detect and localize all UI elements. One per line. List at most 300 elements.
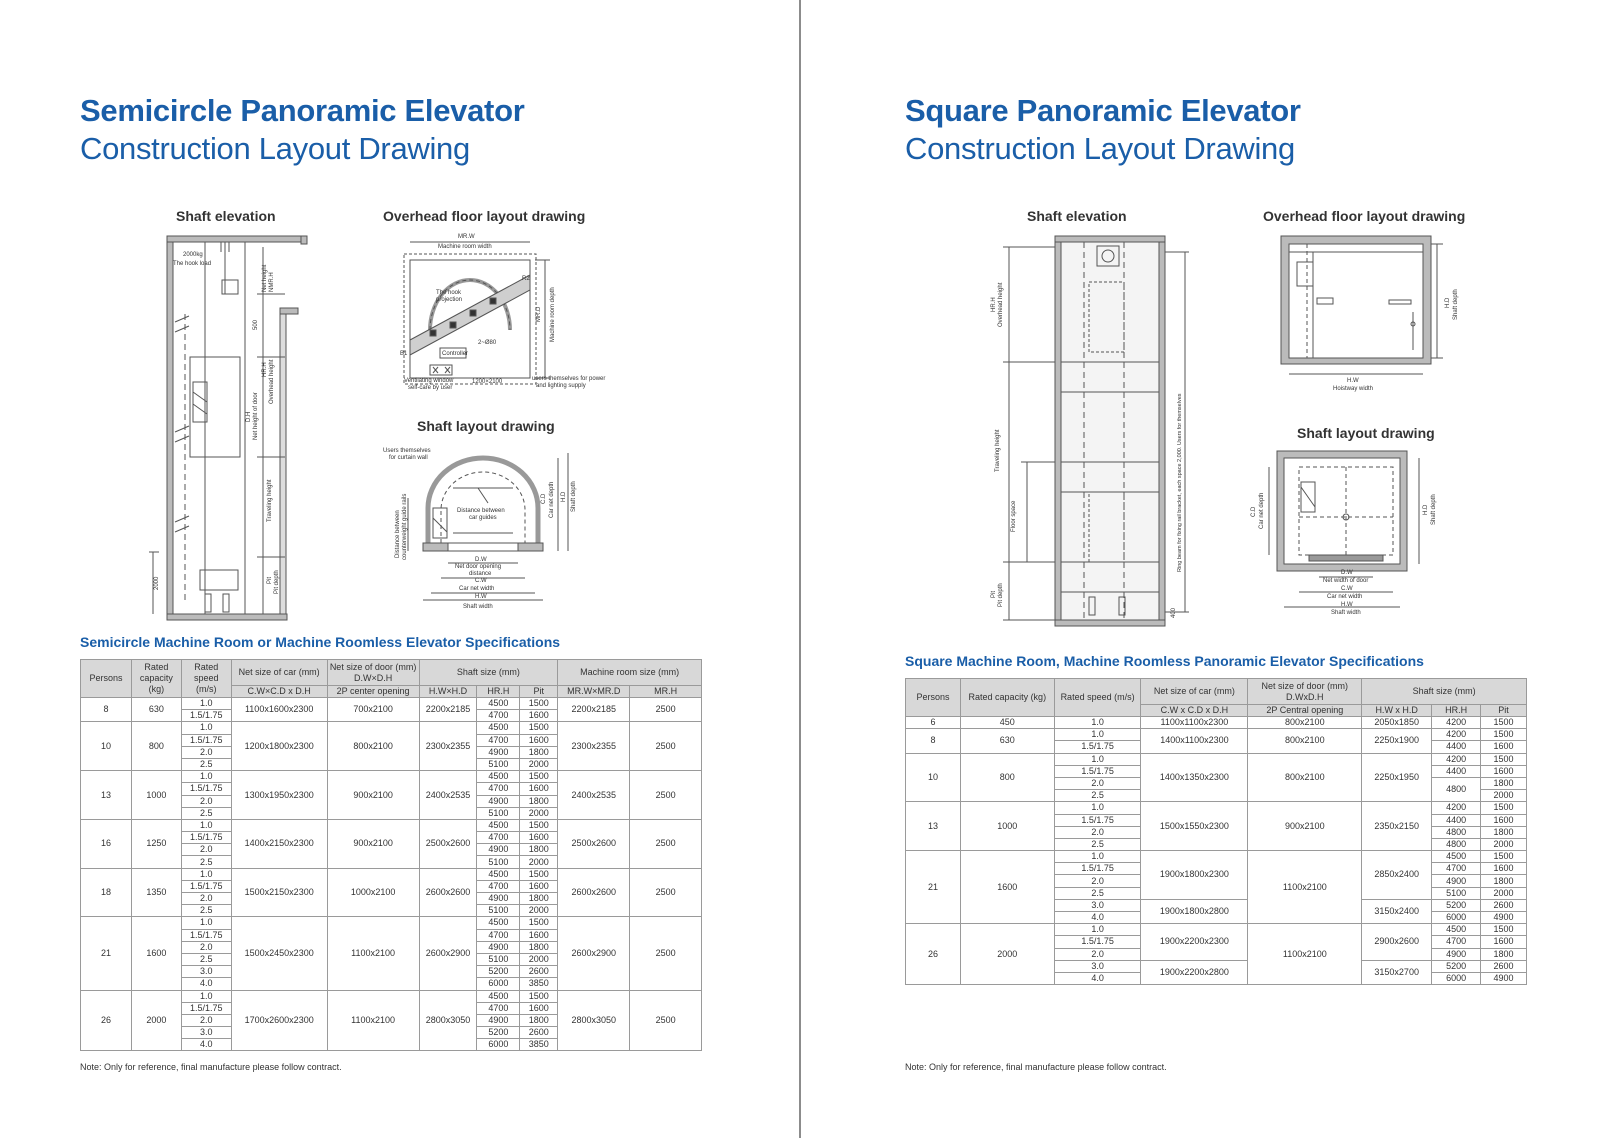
speed-cell: 1.0 bbox=[181, 698, 231, 710]
right-overhead-drawing bbox=[1277, 232, 1472, 402]
speed-cell: 2.5 bbox=[1054, 790, 1141, 802]
left-title-bold: Semicircle Panoramic Elevator bbox=[80, 93, 525, 128]
speed-cell: 1.0 bbox=[1054, 729, 1141, 741]
left-table-title: Semicircle Machine Room or Machine Roomless Elevator Specifications bbox=[80, 634, 561, 650]
right-travel: Traveling height bbox=[995, 429, 1001, 472]
door-size-cell: 1000x2100 bbox=[327, 868, 419, 917]
speed-cell: 4.0 bbox=[1054, 972, 1141, 984]
pit-cell: 2000 bbox=[520, 856, 558, 868]
left-shaft-depth: Shaft depth bbox=[571, 481, 577, 512]
hrh-cell: 4800 bbox=[1432, 826, 1481, 838]
pit-cell: 2000 bbox=[520, 807, 558, 819]
speed-cell: 2.5 bbox=[181, 856, 231, 868]
persons-cell: 13 bbox=[906, 802, 961, 851]
pit-cell: 1800 bbox=[1481, 875, 1527, 887]
pit-cell: 1500 bbox=[520, 819, 558, 831]
right-overhead-height: Overhead height bbox=[998, 282, 1004, 327]
left-between-rails: Distance between bbox=[457, 508, 505, 514]
left-header-pit: Pit bbox=[520, 686, 558, 698]
speed-cell: 2.0 bbox=[181, 746, 231, 758]
speed-cell: 1.5/1.75 bbox=[181, 710, 231, 722]
left-hook-proj-2: projection bbox=[436, 297, 463, 303]
left-net-height: Net height bbox=[262, 264, 268, 292]
shaft-size-cell: 2250x1950 bbox=[1362, 753, 1432, 802]
persons-cell: 8 bbox=[81, 698, 132, 722]
right-layout-hd: H.D bbox=[1423, 504, 1429, 515]
right-overhead-hw: H.W bbox=[1347, 378, 1359, 384]
right-header-pit: Pit bbox=[1481, 705, 1527, 717]
hrh-cell: 5100 bbox=[477, 856, 520, 868]
pit-cell: 1500 bbox=[520, 722, 558, 734]
speed-cell: 2.0 bbox=[181, 1014, 231, 1026]
pit-cell: 2000 bbox=[520, 953, 558, 965]
hrh-cell: 4500 bbox=[477, 698, 520, 710]
mrh-cell: 2500 bbox=[630, 819, 702, 868]
hrh-cell: 5100 bbox=[477, 953, 520, 965]
hrh-cell: 5100 bbox=[477, 807, 520, 819]
hrh-cell: 4200 bbox=[1432, 753, 1481, 765]
left-users-power: users themselves for power bbox=[532, 376, 606, 382]
car-size-cell: 1500x2150x2300 bbox=[231, 868, 327, 917]
speed-cell: 1.5/1.75 bbox=[1054, 765, 1141, 777]
hrh-cell: 4900 bbox=[477, 844, 520, 856]
car-size-cell: 1400x2150x2300 bbox=[231, 819, 327, 868]
left-caption-shaft-elevation: Shaft elevation bbox=[176, 208, 276, 224]
hrh-cell: 4900 bbox=[1432, 948, 1481, 960]
left-net-door-2: distance bbox=[469, 571, 492, 577]
pit-cell: 1600 bbox=[520, 710, 558, 722]
right-overhead-hd: H.D bbox=[1445, 297, 1451, 308]
right-car-net-width: Car net width bbox=[1327, 594, 1363, 600]
hrh-cell: 4800 bbox=[1432, 777, 1481, 801]
left-page bbox=[0, 0, 799, 1138]
machine-room-size-cell: 2300x2355 bbox=[558, 722, 630, 771]
table-row bbox=[81, 868, 702, 880]
shaft-size-cell: 3150x2700 bbox=[1362, 960, 1432, 984]
pit-cell: 2600 bbox=[1481, 960, 1527, 972]
pit-cell: 1800 bbox=[520, 941, 558, 953]
machine-room-size-cell: 2600x2900 bbox=[558, 917, 630, 990]
door-size-cell: 1100x2100 bbox=[327, 917, 419, 990]
right-header-hwhd: H.W x H.D bbox=[1362, 705, 1432, 717]
left-net-door: Net door opening bbox=[455, 564, 502, 570]
hrh-cell: 5100 bbox=[477, 758, 520, 770]
pit-cell: 1500 bbox=[1481, 753, 1527, 765]
pit-cell: 1600 bbox=[520, 929, 558, 941]
right-car-net-depth: Car net depth bbox=[1259, 492, 1265, 529]
speed-cell: 1.5/1.75 bbox=[181, 1002, 231, 1014]
right-shaft-elevation-drawing bbox=[989, 232, 1214, 632]
hrh-cell: 4800 bbox=[1432, 838, 1481, 850]
speed-cell: 1.0 bbox=[181, 771, 231, 783]
left-curtain: Users themselves bbox=[383, 448, 431, 454]
right-spec-table bbox=[905, 678, 1527, 985]
car-size-cell: 1100x1100x2300 bbox=[1141, 717, 1248, 729]
left-mrd: MR.D bbox=[536, 306, 542, 322]
door-size-cell: 800x2100 bbox=[1248, 729, 1362, 753]
pit-cell: 1600 bbox=[1481, 814, 1527, 826]
speed-cell: 2.0 bbox=[1054, 875, 1141, 887]
hrh-cell: 6000 bbox=[1432, 972, 1481, 984]
hrh-cell: 5200 bbox=[1432, 899, 1481, 911]
pit-cell: 1600 bbox=[1481, 936, 1527, 948]
capacity-cell: 1600 bbox=[131, 917, 181, 990]
capacity-cell: 1350 bbox=[131, 868, 181, 917]
car-size-cell: 1500x1550x2300 bbox=[1141, 802, 1248, 851]
left-header-hwhd: H.W×H.D bbox=[419, 686, 477, 698]
right-header-capacity: Rated capacity (kg) bbox=[960, 679, 1054, 717]
right-pit-depth: Pit depth bbox=[998, 583, 1004, 607]
right-header-door: Net size of door (mm) D.WxD.H bbox=[1248, 679, 1362, 705]
hrh-cell: 4500 bbox=[1432, 924, 1481, 936]
hrh-cell: 5100 bbox=[477, 905, 520, 917]
left-header-car-sub: C.W×C.D x D.H bbox=[231, 686, 327, 698]
left-500: 500 bbox=[253, 319, 259, 330]
capacity-cell: 630 bbox=[131, 698, 181, 722]
left-pit: Pit bbox=[267, 576, 273, 584]
left-users-power-2: and lighting supply bbox=[536, 383, 586, 389]
table-row bbox=[906, 729, 1527, 741]
mrh-cell: 2500 bbox=[630, 722, 702, 771]
persons-cell: 16 bbox=[81, 819, 132, 868]
pit-cell: 4900 bbox=[1481, 912, 1527, 924]
speed-cell: 2.5 bbox=[1054, 887, 1141, 899]
capacity-cell: 800 bbox=[131, 722, 181, 771]
speed-cell: 1.0 bbox=[1054, 851, 1141, 863]
right-note: Note: Only for reference, final manufacture please follow contract. bbox=[905, 1062, 1167, 1072]
car-size-cell: 1400x1100x2300 bbox=[1141, 729, 1248, 753]
car-size-cell: 1100x1600x2300 bbox=[231, 698, 327, 722]
right-header-door-sub: 2P Central opening bbox=[1248, 705, 1362, 717]
shaft-size-cell: 2350x2150 bbox=[1362, 802, 1432, 851]
pit-cell: 2600 bbox=[520, 966, 558, 978]
hrh-cell: 4500 bbox=[477, 990, 520, 1002]
car-size-cell: 1200x1800x2300 bbox=[231, 722, 327, 771]
left-header-mrwd: MR.W×MR.D bbox=[558, 686, 630, 698]
speed-cell: 1.5/1.75 bbox=[181, 929, 231, 941]
right-layout-shaft-depth: Shaft depth bbox=[1431, 494, 1437, 525]
capacity-cell: 2000 bbox=[960, 924, 1054, 985]
left-overhead-height: Overhead height bbox=[269, 359, 275, 404]
pit-cell: 1500 bbox=[520, 990, 558, 1002]
left-shaft-width: Shaft width bbox=[463, 604, 493, 610]
machine-room-size-cell: 2800x3050 bbox=[558, 990, 630, 1051]
door-size-cell: 800x2100 bbox=[1248, 753, 1362, 802]
pit-cell: 1600 bbox=[520, 734, 558, 746]
right-page bbox=[801, 0, 1600, 1138]
left-header-speed: Rated speed (m/s) bbox=[181, 660, 231, 698]
left-header-capacity: Rated capacity (kg) bbox=[131, 660, 181, 698]
shaft-size-cell: 2200x2185 bbox=[419, 698, 477, 722]
left-overhead-drawing bbox=[400, 230, 630, 400]
hrh-cell: 6000 bbox=[477, 978, 520, 990]
table-row bbox=[81, 990, 702, 1002]
left-cwt-rails: Distance between bbox=[395, 510, 401, 558]
left-header-car: Net size of car (mm) bbox=[231, 660, 327, 686]
left-spec-table bbox=[80, 659, 702, 1051]
table-row bbox=[906, 717, 1527, 729]
hrh-cell: 4500 bbox=[477, 722, 520, 734]
hrh-cell: 4700 bbox=[477, 832, 520, 844]
hrh-cell: 4400 bbox=[1432, 814, 1481, 826]
speed-cell: 2.5 bbox=[181, 758, 231, 770]
right-caption-shaft-layout: Shaft layout drawing bbox=[1297, 425, 1435, 441]
hrh-cell: 4900 bbox=[477, 893, 520, 905]
persons-cell: 26 bbox=[906, 924, 961, 985]
speed-cell: 4.0 bbox=[181, 1039, 231, 1051]
capacity-cell: 1000 bbox=[960, 802, 1054, 851]
left-dw: D.W bbox=[475, 557, 487, 563]
door-size-cell: 900x2100 bbox=[1248, 802, 1362, 851]
pit-cell: 1500 bbox=[1481, 924, 1527, 936]
hrh-cell: 6000 bbox=[477, 1039, 520, 1051]
persons-cell: 18 bbox=[81, 868, 132, 917]
mrh-cell: 2500 bbox=[630, 990, 702, 1051]
pit-cell: 1800 bbox=[520, 1014, 558, 1026]
persons-cell: 10 bbox=[906, 753, 961, 802]
right-header-persons: Persons bbox=[906, 679, 961, 717]
speed-cell: 2.5 bbox=[181, 953, 231, 965]
right-table-title: Square Machine Room, Machine Roomless Panoramic Elevator Specifications bbox=[905, 653, 1424, 669]
pit-cell: 3850 bbox=[520, 978, 558, 990]
door-size-cell: 1100x2100 bbox=[1248, 924, 1362, 985]
speed-cell: 2.5 bbox=[181, 807, 231, 819]
hrh-cell: 4700 bbox=[477, 710, 520, 722]
right-caption-overhead: Overhead floor layout drawing bbox=[1263, 208, 1466, 224]
mrh-cell: 2500 bbox=[630, 771, 702, 820]
left-shaft-elevation-drawing bbox=[145, 232, 315, 627]
left-car-net-depth: Car net depth bbox=[549, 481, 555, 518]
speed-cell: 2.0 bbox=[181, 941, 231, 953]
left-curtain-2: for curtain wall bbox=[389, 455, 428, 461]
left-between-rails-2: car guides bbox=[469, 515, 497, 521]
table-row bbox=[81, 819, 702, 831]
door-size-cell: 1100x2100 bbox=[1248, 851, 1362, 924]
mrh-cell: 2500 bbox=[630, 917, 702, 990]
hrh-cell: 4900 bbox=[477, 795, 520, 807]
persons-cell: 6 bbox=[906, 717, 961, 729]
capacity-cell: 800 bbox=[960, 753, 1054, 802]
mrh-cell: 2500 bbox=[630, 698, 702, 722]
speed-cell: 1.0 bbox=[1054, 717, 1141, 729]
left-vent: Ventilating window bbox=[404, 378, 454, 384]
left-travel: Traveling height bbox=[267, 479, 273, 522]
right-header-shaft: Shaft size (mm) bbox=[1362, 679, 1527, 705]
left-b1: B1 bbox=[400, 351, 408, 357]
left-net-height-door: Net height of door bbox=[253, 392, 259, 440]
shaft-size-cell: 2600x2900 bbox=[419, 917, 477, 990]
pit-cell: 1500 bbox=[520, 917, 558, 929]
left-mr-depth: Machine room depth bbox=[550, 287, 556, 342]
speed-cell: 4.0 bbox=[181, 978, 231, 990]
left-header-persons: Persons bbox=[81, 660, 132, 698]
speed-cell: 1.0 bbox=[181, 819, 231, 831]
speed-cell: 1.5/1.75 bbox=[181, 880, 231, 892]
shaft-size-cell: 2300x2355 bbox=[419, 722, 477, 771]
car-size-cell: 1300x1950x2300 bbox=[231, 771, 327, 820]
left-header-door: Net size of door (mm) D.W×D.H bbox=[327, 660, 419, 686]
table-row bbox=[906, 851, 1527, 863]
speed-cell: 2.0 bbox=[1054, 948, 1141, 960]
table-row bbox=[81, 698, 702, 710]
speed-cell: 1.0 bbox=[1054, 924, 1141, 936]
pit-cell: 1500 bbox=[1481, 802, 1527, 814]
persons-cell: 13 bbox=[81, 771, 132, 820]
pit-cell: 1500 bbox=[1481, 729, 1527, 741]
table-row bbox=[81, 771, 702, 783]
right-title-light: Construction Layout Drawing bbox=[905, 131, 1295, 166]
hrh-cell: 4500 bbox=[477, 771, 520, 783]
speed-cell: 1.0 bbox=[1054, 802, 1141, 814]
pit-cell: 2000 bbox=[1481, 838, 1527, 850]
capacity-cell: 1000 bbox=[131, 771, 181, 820]
pit-cell: 2000 bbox=[1481, 790, 1527, 802]
table-row bbox=[81, 722, 702, 734]
hrh-cell: 4900 bbox=[477, 941, 520, 953]
right-hrh: HR.H bbox=[991, 297, 997, 312]
right-header-hrh: HR.H bbox=[1432, 705, 1481, 717]
left-note: Note: Only for reference, final manufacture please follow contract. bbox=[80, 1062, 342, 1072]
car-size-cell: 1900x1800x2800 bbox=[1141, 899, 1248, 923]
pit-cell: 1500 bbox=[1481, 717, 1527, 729]
right-400: 400 bbox=[1171, 607, 1177, 618]
speed-cell: 3.0 bbox=[181, 1027, 231, 1039]
right-ring-beam: Ring beam for fixing rail bracket, each space 2,000. Users for themselves bbox=[1177, 393, 1183, 572]
pit-cell: 3850 bbox=[520, 1039, 558, 1051]
right-header-speed: Rated speed (m/s) bbox=[1054, 679, 1141, 717]
left-controller: Controller bbox=[442, 351, 469, 357]
pit-cell: 4900 bbox=[1481, 972, 1527, 984]
pit-cell: 1600 bbox=[520, 1002, 558, 1014]
left-nmr-h: NMR.H bbox=[269, 272, 275, 292]
door-size-cell: 800x2100 bbox=[1248, 717, 1362, 729]
right-shaft-layout-drawing bbox=[1249, 447, 1449, 627]
left-r2: R2 bbox=[522, 276, 530, 282]
left-caption-shaft-layout: Shaft layout drawing bbox=[417, 418, 555, 434]
hrh-cell: 4500 bbox=[477, 868, 520, 880]
table-row bbox=[906, 924, 1527, 936]
table-row bbox=[906, 802, 1527, 814]
left-cw: C.W bbox=[475, 578, 487, 584]
pit-cell: 2000 bbox=[1481, 887, 1527, 899]
right-header-car-sub: C.W x C.D x D.H bbox=[1141, 705, 1248, 717]
hrh-cell: 4400 bbox=[1432, 741, 1481, 753]
shaft-size-cell: 2500x2600 bbox=[419, 819, 477, 868]
pit-cell: 1600 bbox=[520, 832, 558, 844]
pit-cell: 1800 bbox=[520, 795, 558, 807]
speed-cell: 2.0 bbox=[1054, 826, 1141, 838]
left-hook-load: 2000kg bbox=[183, 252, 203, 258]
hrh-cell: 4700 bbox=[477, 1002, 520, 1014]
table-row bbox=[81, 917, 702, 929]
right-cw: C.W bbox=[1341, 586, 1353, 592]
left-header-mrh: MR.H bbox=[630, 686, 702, 698]
pit-cell: 1600 bbox=[1481, 765, 1527, 777]
mrh-cell: 2500 bbox=[630, 868, 702, 917]
capacity-cell: 2000 bbox=[131, 990, 181, 1051]
hrh-cell: 4700 bbox=[477, 880, 520, 892]
left-hd: H.D bbox=[561, 491, 567, 502]
hrh-cell: 4500 bbox=[477, 917, 520, 929]
left-header-door-sub: 2P center opening bbox=[327, 686, 419, 698]
left-holes: 2~Ø80 bbox=[478, 340, 497, 346]
left-cwt-rails-2: counterweight guide rails bbox=[402, 493, 408, 560]
left-hook-proj: The hook bbox=[436, 290, 462, 296]
car-size-cell: 1700x2600x2300 bbox=[231, 990, 327, 1051]
shaft-size-cell: 2850x2400 bbox=[1362, 851, 1432, 900]
speed-cell: 4.0 bbox=[1054, 912, 1141, 924]
shaft-size-cell: 3150x2400 bbox=[1362, 899, 1432, 923]
car-size-cell: 1900x1800x2300 bbox=[1141, 851, 1248, 900]
right-shaft-width: Shaft width bbox=[1331, 610, 1361, 616]
pit-cell: 2000 bbox=[520, 758, 558, 770]
hrh-cell: 5200 bbox=[477, 1027, 520, 1039]
pit-cell: 1800 bbox=[1481, 777, 1527, 789]
left-shaft-layout-drawing bbox=[383, 448, 603, 623]
speed-cell: 1.5/1.75 bbox=[1054, 741, 1141, 753]
speed-cell: 3.0 bbox=[1054, 960, 1141, 972]
speed-cell: 2.5 bbox=[181, 905, 231, 917]
shaft-size-cell: 2600x2600 bbox=[419, 868, 477, 917]
machine-room-size-cell: 2500x2600 bbox=[558, 819, 630, 868]
right-overhead-shaft-depth: Shaft depth bbox=[1453, 289, 1459, 320]
hrh-cell: 4900 bbox=[477, 746, 520, 758]
hrh-cell: 4200 bbox=[1432, 802, 1481, 814]
hrh-cell: 4700 bbox=[477, 783, 520, 795]
pit-cell: 1500 bbox=[1481, 851, 1527, 863]
speed-cell: 1.0 bbox=[1054, 753, 1141, 765]
right-dw: D.W bbox=[1341, 570, 1353, 576]
capacity-cell: 1600 bbox=[960, 851, 1054, 924]
speed-cell: 2.0 bbox=[181, 795, 231, 807]
left-title-light: Construction Layout Drawing bbox=[80, 131, 470, 166]
hrh-cell: 4700 bbox=[1432, 863, 1481, 875]
speed-cell: 1.0 bbox=[181, 722, 231, 734]
speed-cell: 2.0 bbox=[181, 893, 231, 905]
hrh-cell: 4400 bbox=[1432, 765, 1481, 777]
capacity-cell: 630 bbox=[960, 729, 1054, 753]
speed-cell: 3.0 bbox=[181, 966, 231, 978]
speed-cell: 1.0 bbox=[181, 868, 231, 880]
persons-cell: 21 bbox=[81, 917, 132, 990]
left-car-net-width: Car net width bbox=[459, 586, 495, 592]
door-size-cell: 900x2100 bbox=[327, 819, 419, 868]
left-caption-overhead: Overhead floor layout drawing bbox=[383, 208, 586, 224]
shaft-size-cell: 2250x1900 bbox=[1362, 729, 1432, 753]
hrh-cell: 4700 bbox=[1432, 936, 1481, 948]
persons-cell: 8 bbox=[906, 729, 961, 753]
speed-cell: 1.0 bbox=[181, 990, 231, 1002]
right-caption-shaft-elevation: Shaft elevation bbox=[1027, 208, 1127, 224]
right-net-door: Net width of door bbox=[1323, 578, 1369, 584]
left-vent-2: self-care by user bbox=[408, 385, 453, 391]
right-floor-space: Floor space bbox=[1011, 500, 1017, 532]
shaft-size-cell: 2400x2535 bbox=[419, 771, 477, 820]
speed-cell: 1.5/1.75 bbox=[181, 734, 231, 746]
right-pit: Pit bbox=[991, 590, 997, 598]
left-opening: 1200×2100 bbox=[472, 379, 503, 385]
hrh-cell: 5200 bbox=[1432, 960, 1481, 972]
left-2000: 2000 bbox=[154, 576, 160, 590]
pit-cell: 1500 bbox=[520, 698, 558, 710]
shaft-size-cell: 2900x2600 bbox=[1362, 924, 1432, 961]
left-header-hrh: HR.H bbox=[477, 686, 520, 698]
capacity-cell: 450 bbox=[960, 717, 1054, 729]
left-header-mroom: Machine room size (mm) bbox=[558, 660, 702, 686]
door-size-cell: 900x2100 bbox=[327, 771, 419, 820]
pit-cell: 1600 bbox=[520, 783, 558, 795]
hrh-cell: 5200 bbox=[477, 966, 520, 978]
